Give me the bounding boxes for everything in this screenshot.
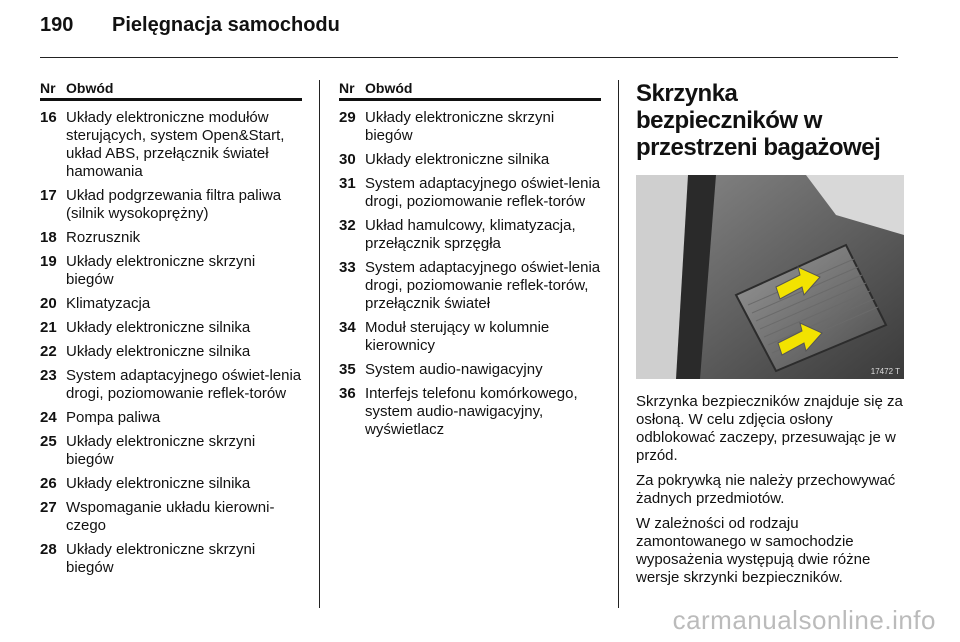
header-divider <box>40 57 898 58</box>
fuse-number: 19 <box>40 253 57 270</box>
table-row <box>40 295 302 313</box>
image-code: 17472 T <box>870 367 900 376</box>
circuit-description: Interfejs telefonu komórkowego, system audio-nawigacyjny, wyświetlacz <box>365 385 578 438</box>
fuse-number: 32 <box>339 217 356 234</box>
section-title: Skrzynka bezpieczników w przestrzeni bagażowej <box>636 80 881 161</box>
circuit-description: Rozrusznik <box>66 229 141 246</box>
circuit-description: Pompa paliwa <box>66 409 161 426</box>
paragraph: W zależności od rodzaju zamontowanego w samochodzie wyposażenia występują dwie różne wersje skrzynki bezpieczników. <box>636 515 871 586</box>
table-row <box>40 409 302 427</box>
fuse-number: 24 <box>40 409 57 426</box>
circuit-description: Układy elektroniczne silnika <box>66 475 251 492</box>
page-header <box>40 14 340 46</box>
page-title: Pielęgnacja samochodu <box>112 14 340 36</box>
fuse-number: 25 <box>40 433 57 450</box>
fuse-number: 33 <box>339 259 356 276</box>
table-row <box>339 319 601 355</box>
fuse-number: 31 <box>339 175 356 192</box>
circuit-description: Układy elektroniczne skrzyni biegów <box>66 433 256 468</box>
table-row <box>339 109 601 145</box>
section-column <box>636 80 904 594</box>
circuit-description: Wspomaganie układu kierowni-czego <box>66 499 275 534</box>
circuit-description: Układ podgrzewania filtra paliwa (silnik wysokoprężny) <box>66 187 282 222</box>
header-nr: Nr <box>339 80 355 96</box>
fuse-number: 35 <box>339 361 356 378</box>
fuse-number: 26 <box>40 475 57 492</box>
trunk-illustration <box>636 175 904 379</box>
circuit-description: Układy elektroniczne silnika <box>66 343 251 360</box>
table-row <box>339 175 601 211</box>
paragraph: Skrzynka bezpieczników znajduje się za osłoną. W celu zdjęcia osłony odblokować zaczepy, przesuwając je w przód. <box>636 393 903 464</box>
fuse-table-column-1 <box>40 80 302 583</box>
circuit-description: Klimatyzacja <box>66 295 151 312</box>
fuse-number: 34 <box>339 319 356 336</box>
fuse-number: 18 <box>40 229 57 246</box>
circuit-description: Układy elektroniczne modułów sterujących, system Open&Start, układ ABS, przełącznik świateł hamowania <box>66 109 285 180</box>
fuse-box-photo <box>636 175 904 379</box>
circuit-description: System adaptacyjnego oświet-lenia drogi, poziomowanie reflek-torów <box>365 175 601 210</box>
table-header <box>40 80 302 101</box>
section-body <box>636 393 904 587</box>
fuse-number: 20 <box>40 295 57 312</box>
table-row <box>40 367 302 403</box>
table-row <box>40 541 302 577</box>
table-row <box>40 109 302 181</box>
fuse-number: 23 <box>40 367 57 384</box>
table-row <box>339 361 601 379</box>
circuit-description: Układy elektroniczne skrzyni biegów <box>365 109 555 144</box>
table-row <box>40 499 302 535</box>
table-row <box>339 259 601 313</box>
fuse-rows <box>40 109 302 577</box>
circuit-description: Układy elektroniczne skrzyni biegów <box>66 541 256 576</box>
circuit-description: System audio-nawigacyjny <box>365 361 543 378</box>
fuse-number: 29 <box>339 109 356 126</box>
table-row <box>339 385 601 439</box>
fuse-number: 21 <box>40 319 57 336</box>
circuit-description: Układy elektroniczne skrzyni biegów <box>66 253 256 288</box>
table-row <box>40 343 302 361</box>
table-row <box>40 229 302 247</box>
circuit-description: Układ hamulcowy, klimatyzacja, przełącznik sprzęgła <box>365 217 576 252</box>
fuse-number: 17 <box>40 187 57 204</box>
circuit-description: System adaptacyjnego oświet-lenia drogi, poziomowanie reflek-torów, przełącznik świateł <box>365 259 601 312</box>
header-circuit: Obwód <box>365 80 413 96</box>
fuse-number: 28 <box>40 541 57 558</box>
circuit-description: Moduł sterujący w kolumnie kierownicy <box>365 319 550 354</box>
watermark: carmanualsonline.info <box>672 605 936 635</box>
paragraph: Za pokrywką nie należy przechowywać żadnych przedmiotów. <box>636 472 896 507</box>
fuse-number: 36 <box>339 385 356 402</box>
fuse-table-column-2 <box>339 80 601 445</box>
table-row <box>339 217 601 253</box>
table-row <box>40 319 302 337</box>
header-nr: Nr <box>40 80 56 96</box>
table-row <box>40 475 302 493</box>
fuse-number: 22 <box>40 343 57 360</box>
table-row <box>40 433 302 469</box>
table-header <box>339 80 601 101</box>
table-row <box>339 151 601 169</box>
fuse-number: 30 <box>339 151 356 168</box>
column-divider <box>618 80 619 608</box>
table-row <box>40 187 302 223</box>
fuse-rows <box>339 109 601 439</box>
table-row <box>40 253 302 289</box>
header-circuit: Obwód <box>66 80 114 96</box>
circuit-description: Układy elektroniczne silnika <box>66 319 251 336</box>
circuit-description: Układy elektroniczne silnika <box>365 151 550 168</box>
page-number: 190 <box>40 14 74 36</box>
column-divider <box>319 80 320 608</box>
fuse-number: 27 <box>40 499 57 516</box>
circuit-description: System adaptacyjnego oświet-lenia drogi, poziomowanie reflek-torów <box>66 367 302 402</box>
fuse-number: 16 <box>40 109 57 126</box>
